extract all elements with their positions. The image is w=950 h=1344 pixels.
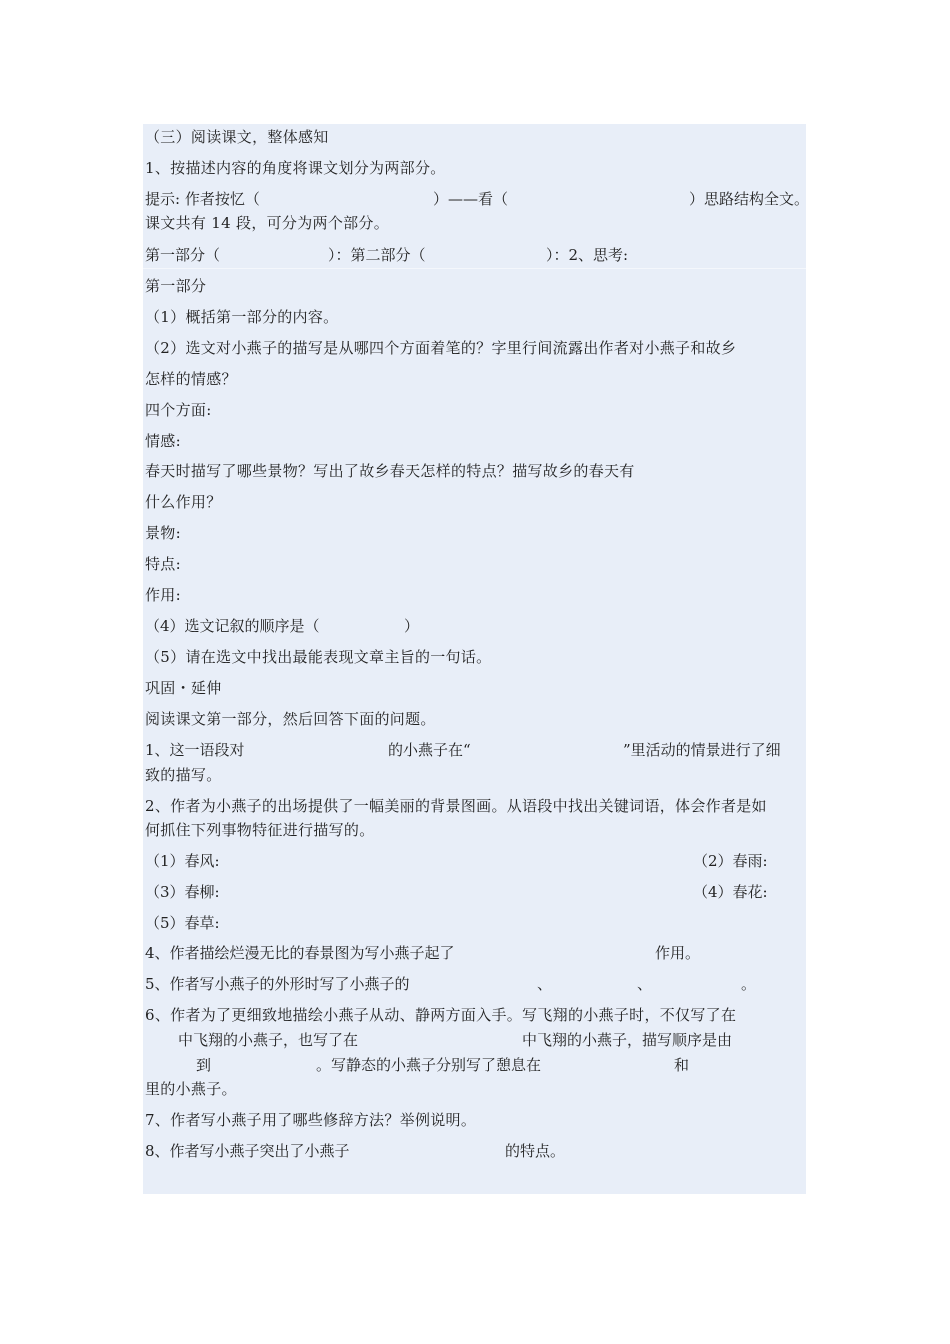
- exercise-6-line2-a: 中飞翔的小燕子，也写了在: [178, 1031, 359, 1049]
- spring-flower-label: （4）春花:: [693, 883, 768, 901]
- exercise-6-line2-b: 中飞翔的小燕子，描写顺序是由: [522, 1031, 733, 1049]
- exercise-1-b: 的小燕子在“: [388, 741, 471, 759]
- features-label: 特点:: [145, 555, 181, 573]
- hint-suffix: ）思路结构全文。: [689, 190, 810, 208]
- section-heading: （三）阅读课文，整体感知: [145, 128, 329, 146]
- exercise-5-c: 、: [637, 975, 653, 993]
- exercise-1-a: 1、这一语段对: [145, 741, 245, 759]
- consolidate-heading: 巩固・延伸: [145, 679, 222, 697]
- think-2-line2: 怎样的情感？: [145, 370, 237, 388]
- exercise-8-b: 的特点。: [505, 1142, 566, 1160]
- part-one-label: 第一部分: [145, 277, 207, 295]
- hint-middle: ）——看（: [433, 190, 509, 208]
- exercise-8-a: 8、作者写小燕子突出了小燕子: [145, 1142, 350, 1160]
- exercise-6-line3-b: 。写静态的小燕子分别写了憩息在: [316, 1056, 542, 1074]
- exercise-2-line2: 何抓住下列事物特征进行描写的。: [145, 821, 375, 839]
- exercise-1-c: ”里活动的情景进行了细: [623, 741, 781, 759]
- hint-prefix: 提示: 作者按忆（: [145, 190, 260, 208]
- exercise-1-line2: 致的描写。: [145, 766, 222, 784]
- part-one-open: 第一部分（: [145, 246, 221, 264]
- scenery-label: 景物:: [145, 524, 181, 542]
- think-1: （1）概括第一部分的内容。: [145, 308, 339, 326]
- part-two-open: ）：第二部分（: [328, 246, 426, 264]
- exercise-6-line4: 里的小燕子。: [145, 1080, 237, 1098]
- emotion-label: 情感:: [145, 432, 181, 450]
- exercise-2-line1: 2、作者为小燕子的出场提供了一幅美丽的背景图画。从语段中找出关键词语，体会作者是如: [145, 797, 767, 815]
- think-4-close: ）: [404, 617, 420, 635]
- divider: [143, 268, 806, 269]
- exercise-6-line1: 6、作者为了更细致地描绘小燕子从动、静两方面入手。写飞翔的小燕子时，不仅写了在: [145, 1006, 737, 1024]
- exercise-6-line3-c: 和: [674, 1056, 690, 1074]
- exercise-5-d: 。: [741, 975, 757, 993]
- spring-wind-label: （1）春风:: [145, 852, 220, 870]
- question-1: 1、按描述内容的角度将课文划分为两部分。: [145, 159, 446, 177]
- think-3-line2: 什么作用？: [145, 493, 222, 511]
- think-4-open: （4）选文记叙的顺序是（: [145, 617, 320, 635]
- four-aspects-label: 四个方面:: [145, 401, 212, 419]
- spring-willow-label: （3）春柳:: [145, 883, 220, 901]
- effect-label: 作用:: [145, 586, 181, 604]
- think-3-line1: 春天时描写了哪些景物？写出了故乡春天怎样的特点？描写故乡的春天有: [145, 462, 635, 480]
- spring-grass-label: （5）春草:: [145, 914, 220, 932]
- think-5: （5）请在选文中找出最能表现文章主旨的一句话。: [145, 648, 492, 666]
- exercise-5-b: 、: [537, 975, 553, 993]
- exercise-6-line3-a: 到: [196, 1056, 212, 1074]
- exercise-5-a: 5、作者写小燕子的外形时写了小燕子的: [145, 975, 410, 993]
- spring-rain-label: （2）春雨:: [693, 852, 768, 870]
- exercise-4-b: 作用。: [655, 944, 701, 962]
- exercise-7: 7、作者写小燕子用了哪些修辞方法？举例说明。: [145, 1111, 477, 1129]
- exercise-4-a: 4、作者描绘烂漫无比的春景图为写小燕子起了: [145, 944, 455, 962]
- paragraph-count: 课文共有 14 段，可分为两个部分。: [145, 214, 390, 232]
- part-two-close: ）：2、思考:: [546, 246, 629, 264]
- think-2-line1: （2）选文对小燕子的描写是从哪四个方面着笔的？字里行间流露出作者对小燕子和故乡: [145, 339, 737, 357]
- read-instruction: 阅读课文第一部分，然后回答下面的问题。: [145, 710, 436, 728]
